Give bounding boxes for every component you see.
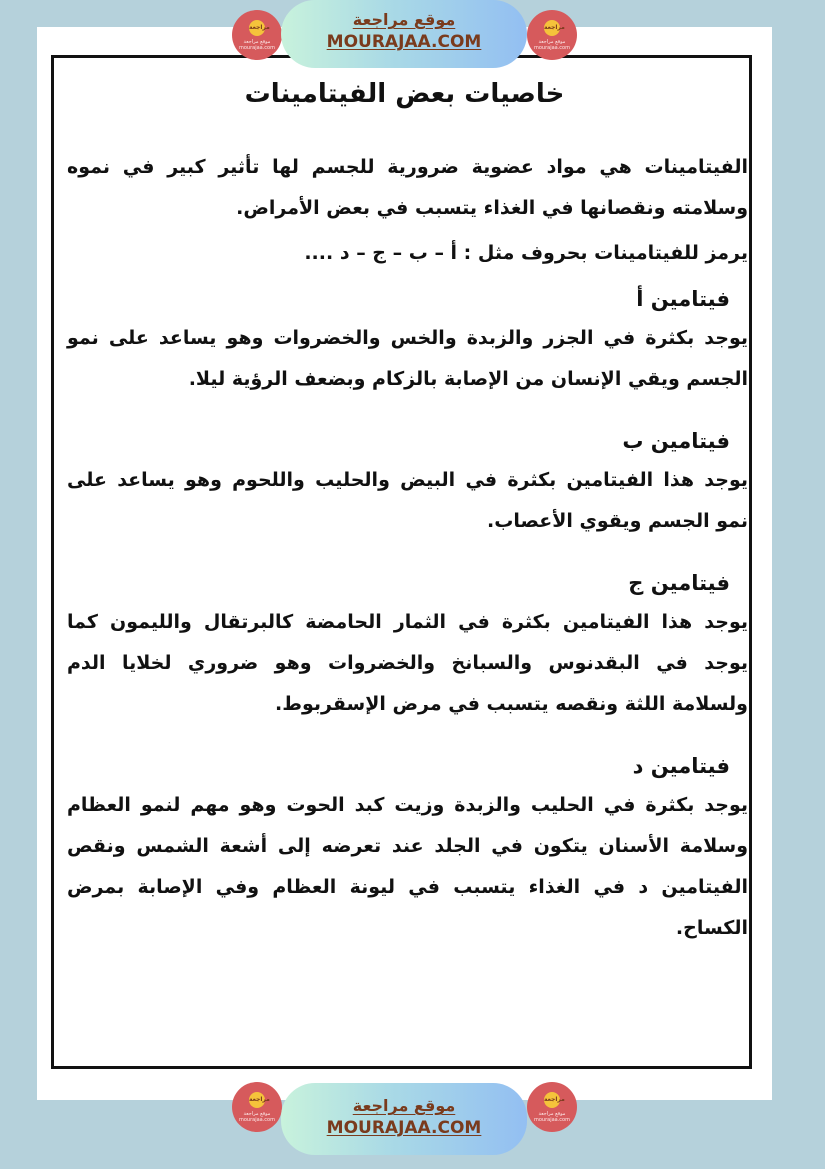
logo-caption: موقع مراجعة mourajaa.com <box>533 39 570 51</box>
logo-caption: موقع مراجعة mourajaa.com <box>238 1111 275 1123</box>
site-logo-left-top[interactable] <box>232 10 282 60</box>
section-heading: فيتامين ب <box>622 429 730 453</box>
section-vitamin-a <box>67 280 748 400</box>
logo-caption: موقع مراجعة mourajaa.com <box>533 1111 570 1123</box>
site-logo-left-bottom[interactable] <box>232 1082 282 1132</box>
site-name-link[interactable]: موقع مراجعة <box>352 1096 456 1115</box>
site-banner-top[interactable] <box>281 0 527 68</box>
site-banner-bottom[interactable] <box>281 1083 527 1155</box>
section-body: يوجد هذا الفيتامين بكثرة في البيض والحليب واللحوم وهو يساعد على نمو الجسم ويقوي الأعصاب. <box>67 469 748 532</box>
section-vitamin-d <box>67 747 748 949</box>
logo-badge-icon: مراجعة <box>544 20 560 36</box>
section-vitamin-b <box>67 422 748 542</box>
section-body: يوجد بكثرة في الجزر والزبدة والخس والخضروات وهو يساعد على نمو الجسم ويقي الإنسان من الإصابة بالزكام وبضعف الرؤية ليلا. <box>67 327 748 390</box>
site-logo-right-top[interactable] <box>527 10 577 60</box>
section-vitamin-c <box>67 564 748 725</box>
symbols-line: يرمز للفيتامينات بحروف مثل : أ – ب – ج – د .... <box>304 242 748 264</box>
site-name-link[interactable]: موقع مراجعة <box>352 10 456 29</box>
section-body: يوجد بكثرة في الحليب والزبدة وزيت كبد الحوت وهو مهم لنمو العظام وسلامة الأسنان يتكون في الجلد عند تعرضه إلى أشعة الشمس ونقص الفيتامين د في الغذاء يتسبب في ليونة العظام وفي الإصابة بمرض الكساح. <box>67 794 748 939</box>
logo-badge-icon: مراجعة <box>544 1092 560 1108</box>
logo-badge-icon: مراجعة <box>249 20 265 36</box>
intro-paragraph: الفيتامينات هي مواد عضوية ضرورية للجسم لها تأثير كبير في نموه وسلامته ونقصانها في الغذاء يتسبب في بعض الأمراض. <box>67 156 748 219</box>
logo-caption: موقع مراجعة mourajaa.com <box>238 39 275 51</box>
document-content <box>67 147 748 949</box>
section-body: يوجد هذا الفيتامين بكثرة في الثمار الحامضة كالبرتقال والليمون كما يوجد في البقدنوس والسبانخ والخضروات وهو ضروري لخلايا الدم ولسلامة اللثة ونقصه يتسبب في مرض الإسقربوط. <box>67 611 748 715</box>
site-logo-right-bottom[interactable] <box>527 1082 577 1132</box>
section-heading: فيتامين ج <box>628 571 730 595</box>
logo-badge-icon: مراجعة <box>249 1092 265 1108</box>
document-title: خاصيات بعض الفيتامينات <box>244 79 565 109</box>
section-heading: فيتامين أ <box>636 287 730 311</box>
site-url-link[interactable]: MOURAJAA.COM <box>326 32 482 52</box>
site-url-link[interactable]: MOURAJAA.COM <box>326 1118 482 1138</box>
document-page <box>37 27 772 1100</box>
section-heading: فيتامين د <box>632 754 730 778</box>
